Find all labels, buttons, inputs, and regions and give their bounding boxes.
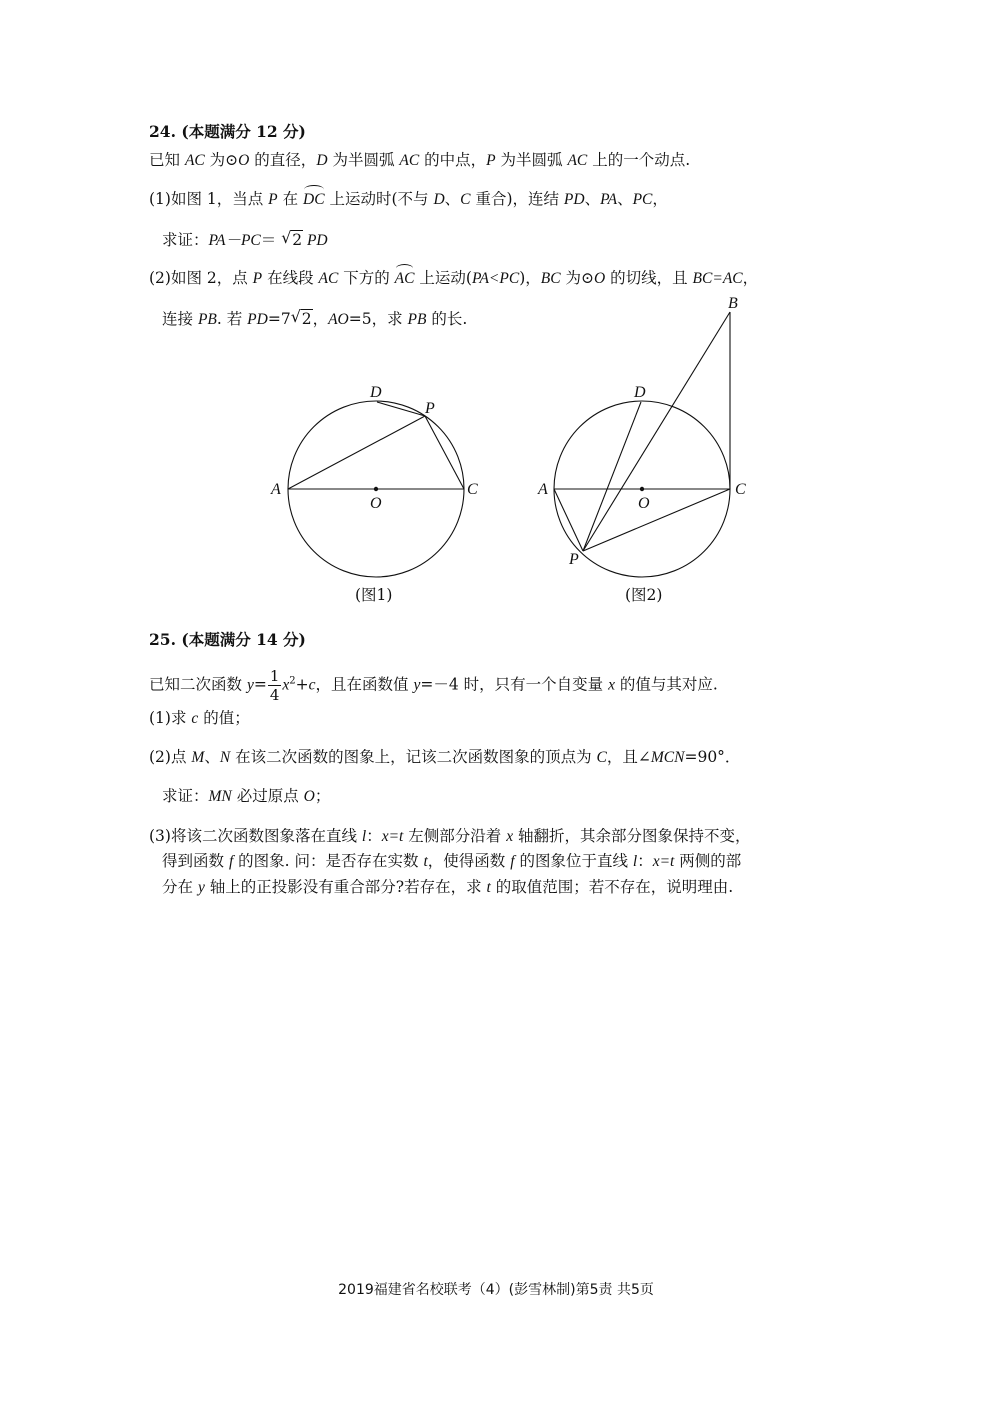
var: P (252, 270, 263, 287)
denominator: 4 (269, 686, 280, 704)
var: D (316, 152, 328, 169)
text: 为⊙ (560, 269, 594, 287)
text: (2)点 (149, 748, 192, 766)
var: P (486, 152, 496, 169)
var: x (608, 676, 615, 694)
arc-ac: AC (394, 270, 415, 287)
text: 为半圆弧 (327, 151, 400, 169)
text: 的直径， (249, 151, 317, 169)
radical-sign: √ (281, 228, 292, 247)
q25-part3-line3 (162, 877, 733, 898)
text: 连接 (162, 310, 198, 328)
text: (2)如图 2，点 (149, 269, 253, 287)
label-c: C (735, 481, 746, 498)
expr: PA－PC (208, 232, 261, 249)
text: 左侧部分沿着 (403, 827, 507, 845)
var: PC (632, 191, 653, 208)
plus: + (295, 675, 309, 694)
sqrt-2 (281, 230, 303, 250)
text: 轴翻折，其余部分图象保持不变， (513, 827, 751, 845)
var: y (246, 676, 254, 694)
q24-header (149, 122, 306, 142)
var: x (506, 828, 514, 845)
radicand: 2 (292, 231, 303, 249)
var: AC (318, 270, 339, 287)
text: ， (312, 310, 329, 328)
text: )， (519, 269, 541, 287)
expr: PD (303, 232, 328, 249)
figure-2-caption: (图2) (625, 586, 663, 604)
page-footer: 2019福建省名校联考（4）(彭雪林制)第5责 共5页 (338, 1282, 654, 1298)
q24-intro (149, 150, 690, 171)
arc-dc: DC (303, 191, 325, 208)
var: O (303, 788, 315, 805)
var: PD (247, 311, 268, 328)
var: t (486, 879, 491, 896)
var: PD (563, 191, 585, 208)
q25-part2 (149, 747, 740, 768)
var: M (191, 749, 205, 766)
label-o: O (370, 495, 382, 512)
figure-2 (530, 290, 760, 590)
text: 在线段 (262, 269, 319, 287)
segment-pd (583, 402, 641, 551)
text: ； (314, 787, 331, 805)
var: l (632, 853, 638, 870)
text: 轴上的正投影没有重合部分?若存在，求 (204, 878, 487, 896)
var: c (191, 710, 199, 727)
q24-header-text: 24. (本题满分 12 分) (149, 122, 306, 141)
q25-part1 (149, 708, 250, 729)
q25-part3-line2 (162, 851, 741, 872)
exponent: 2 (289, 675, 296, 687)
text: =－4 时，只有一个自变量 (420, 675, 609, 694)
q25-proof2 (162, 786, 330, 807)
text: =7 (267, 310, 291, 328)
text: ，且∠ (606, 748, 651, 766)
text: 的图象位于直线 (514, 852, 633, 870)
text: 已知 (149, 151, 185, 169)
var: x (282, 676, 290, 694)
equals: = (253, 675, 267, 694)
var: N (219, 749, 231, 766)
var: O (593, 270, 606, 287)
radical-sign: √ (290, 307, 301, 326)
text: 的值与其对应. (614, 675, 718, 694)
center-point-o (640, 487, 644, 491)
var: C (596, 749, 607, 766)
label-d: D (370, 384, 382, 401)
var: AO (328, 311, 349, 328)
var: c (308, 676, 316, 694)
text: 下方的 (338, 269, 395, 287)
sqrt-2 (291, 309, 313, 329)
q24-part2b (162, 309, 467, 330)
text: 上运动时(不与 (324, 190, 434, 208)
segment-pc (583, 489, 730, 551)
label-c: C (467, 481, 478, 498)
text: 、 (444, 190, 461, 208)
text: 、 (617, 190, 633, 208)
text: 的中点， (419, 151, 487, 169)
var: D (433, 191, 445, 208)
q25-header-text: 25. (本题满分 14 分) (149, 630, 306, 649)
var: MCN (650, 749, 685, 766)
text: (1)求 (149, 709, 192, 727)
q25-intro (149, 667, 718, 704)
text: =5，求 (348, 310, 408, 328)
text: ： (637, 852, 653, 870)
var: PA (600, 191, 618, 208)
text: 、 (584, 190, 601, 208)
text: 分在 (162, 878, 198, 896)
text: 的值； (198, 709, 250, 727)
var: l (361, 828, 367, 845)
text: 的长. (426, 310, 468, 328)
text: 的切线，且 (605, 269, 693, 287)
text: 的图象. 问：是否存在实数 (233, 852, 424, 870)
center-point-o (374, 487, 378, 491)
label-p: P (569, 551, 579, 568)
text: 、 (204, 748, 220, 766)
text: 已知二次函数 (149, 675, 247, 694)
fraction-1-4 (268, 667, 282, 704)
radicand: 2 (301, 310, 312, 328)
q24-proof1 (162, 230, 328, 251)
segment-pa (288, 416, 425, 489)
text: 上运动( (414, 269, 472, 287)
text: 上的一个动点. (587, 151, 691, 169)
text: 为⊙ (204, 151, 239, 169)
var: AC (567, 152, 588, 169)
numerator: 1 (269, 667, 280, 685)
text: 必过原点 (231, 787, 304, 805)
expr: BC=AC (692, 270, 743, 287)
text: (3)将该二次函数图象落在直线 (149, 827, 362, 845)
var: t (423, 853, 428, 870)
text: 两侧的部 (674, 852, 742, 870)
var: PB (407, 311, 427, 328)
text: 求证： (162, 787, 209, 805)
q25-part3-line1 (149, 826, 751, 847)
text: (1)如图 1，当点 (149, 190, 269, 208)
expr: x=t (381, 828, 404, 845)
segment-pc (425, 416, 464, 489)
text: 的取值范围；若不存在，说明理由. (490, 878, 734, 896)
var: P (268, 191, 278, 208)
var: AC (399, 152, 420, 169)
text: 得到函数 (162, 852, 229, 870)
text: ， (742, 269, 759, 287)
q25-header (149, 630, 306, 650)
label-b: B (728, 295, 738, 312)
text: 求证： (162, 231, 209, 249)
text: ，且在函数值 (315, 675, 414, 694)
text: ： (366, 827, 382, 845)
label-d: D (634, 384, 646, 401)
var: MN (208, 788, 232, 805)
var: f (228, 853, 234, 870)
var: BC (540, 270, 561, 287)
var: f (510, 853, 515, 870)
text: ， (652, 190, 668, 208)
var: y (197, 879, 205, 896)
text: 在 (277, 190, 303, 208)
equals: ＝ (260, 231, 277, 249)
text: . 若 (216, 310, 248, 328)
label-a: A (271, 481, 281, 498)
var: AC (184, 152, 205, 169)
label-p: P (425, 400, 435, 417)
text: ，使得函数 (427, 852, 511, 870)
figure-1 (260, 370, 490, 590)
var: y (413, 676, 421, 694)
text: 重合)，连结 (470, 190, 564, 208)
expr: PA<PC (471, 270, 520, 287)
q24-part2 (149, 268, 758, 289)
text: 为半圆弧 (495, 151, 568, 169)
var: C (460, 191, 471, 208)
label-o: O (638, 495, 650, 512)
label-a: A (538, 481, 548, 498)
var: PB (197, 311, 217, 328)
segment-pa (554, 489, 583, 551)
var: O (238, 152, 250, 169)
expr: x=t (652, 853, 675, 870)
text: 在该二次函数的图象上，记该二次函数图象的顶点为 (230, 748, 597, 766)
q24-part1 (149, 189, 668, 210)
text: =90°． (684, 748, 741, 766)
figure-1-caption: (图1) (355, 586, 393, 604)
